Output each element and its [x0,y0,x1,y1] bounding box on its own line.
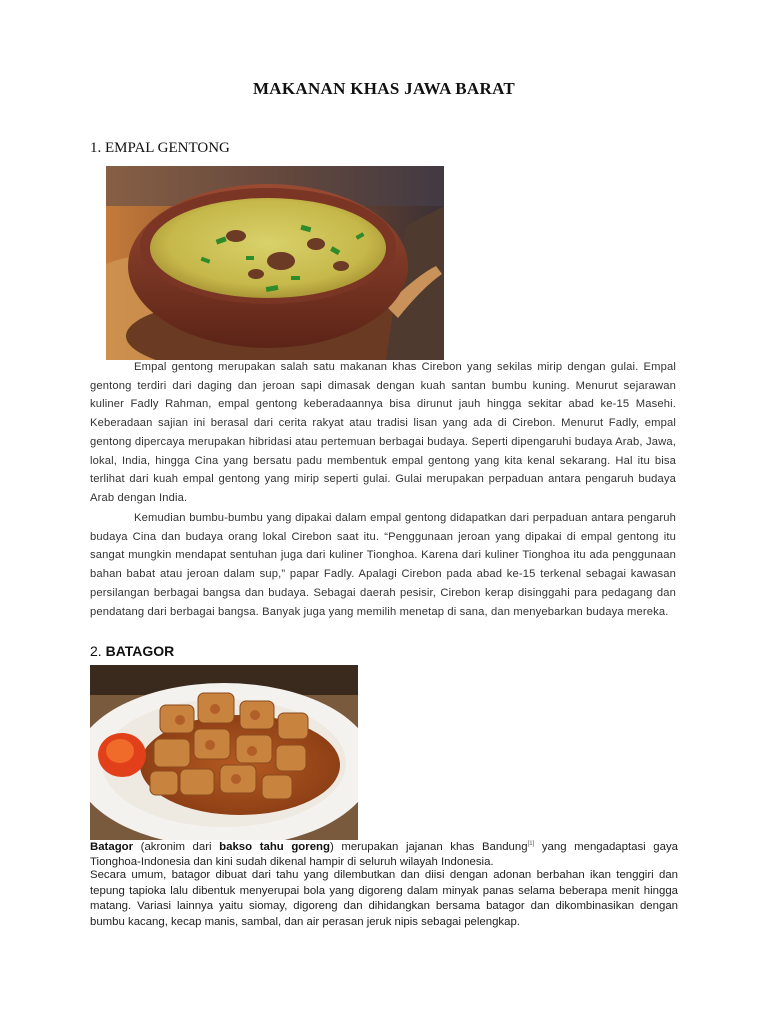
paragraph-text: yang mengadaptasi gaya Tionghoa-Indonesia dan kini sudah dikenal hampir di seluruh wilayah Indonesia. [90,840,679,869]
batagor-paragraph-2: Secara umum, batagor dibuat dari tahu yang dilembutkan dan diisi dengan adonan berbahan ikan tenggiri dan tepung tapioka lalu dibentuk menyerupai bola yang digoreng dalam minyak panas selama beberapa menit hingga matang. Variasi lainnya yaitu siomay, digoreng dan dihidangkan bersama batagor dan dikombinasikan dengan bumbu kacang, kecap manis, sambal, dan air perasan jeruk nipis sebagai pelengkap. [90,869,678,928]
paragraph-text: Kemudian bumbu-bumbu yang dipakai dalam empal gentong didapatkan dari perpaduan antara pengaruh budaya Cina dan budaya orang lokal Cirebon saat itu. “Penggunaan jeroan yang dipakai di empal gentong itu sangat mungkin mendapat sentuhan juga dari kuliner Tionghoa. Karena dari kuliner Tionghoa itu ada penggunaan bahan babat atau jeroan dalam sup,” papar Fadly. Apalagi Cirebon pada abad ke-15 terkenal sebagai kawasan persilangan berbagai bangsa dan budaya. Sebagai daerah pesisir, Cirebon kerap disinggahi para pedagang dan pendatang dari berbagai bangsa. Banyak juga yang memilih menetap di sana, dan menyebarkan budaya mereka. [90,512,676,618]
empal-gentong-paragraph-2 [90,509,676,621]
section-heading-batagor [90,643,174,659]
section-number: 1. [90,140,102,156]
paragraph-text: ) merupakan jajanan khas Bandung [329,840,528,853]
empal-gentong-photo [106,166,444,360]
section-number: 2. [90,643,102,659]
term-bakso-tahu-goreng: bakso tahu goreng [219,840,330,853]
document-title: MAKANAN KHAS JAWA BARAT [252,79,516,98]
empal-gentong-paragraph-1 [90,358,676,508]
section-heading-empal-gentong [90,140,230,157]
citation-superscript[interactable]: [1] [527,841,535,847]
batagor-photo [90,665,358,840]
batagor-paragraph-1 [90,837,678,871]
section-title: EMPAL GENTONG [105,140,230,156]
section-title: BATAGOR [105,643,175,659]
term-batagor: Batagor [90,840,134,853]
paragraph-text: (akronim dari [133,840,220,853]
paragraph-text: Empal gentong merupakan salah satu makanan khas Cirebon yang sekilas mirip dengan gulai. Empal gentong terdiri dari daging dan jeroan sapi dimasak dengan kuah santan bumbu kuning. Menurut sejarawan kuliner Fadly Rahman, empal gentong keberadaannya bisa dirunut jauh hingga sekitar abad ke-15 Masehi. Keberadaan sajian ini berasal dari cerita rakyat atau tradisi lisan yang ada di Cirebon. Menurut Fadly, empal gentong dipercaya merupakan hibridasi atau pertemuan berbagai budaya. Seperti dipengaruhi budaya Arab, Jawa, lokal, India, hingga Cina yang bersatu padu membentuk empal gentong yang kita kenal sekarang. Hal itu bisa terlihat dari kuah empal gentong yang mirip seperti gulai. Gulai merupakan perpaduan antara pengaruh budaya Arab dengan India. [90,361,676,504]
